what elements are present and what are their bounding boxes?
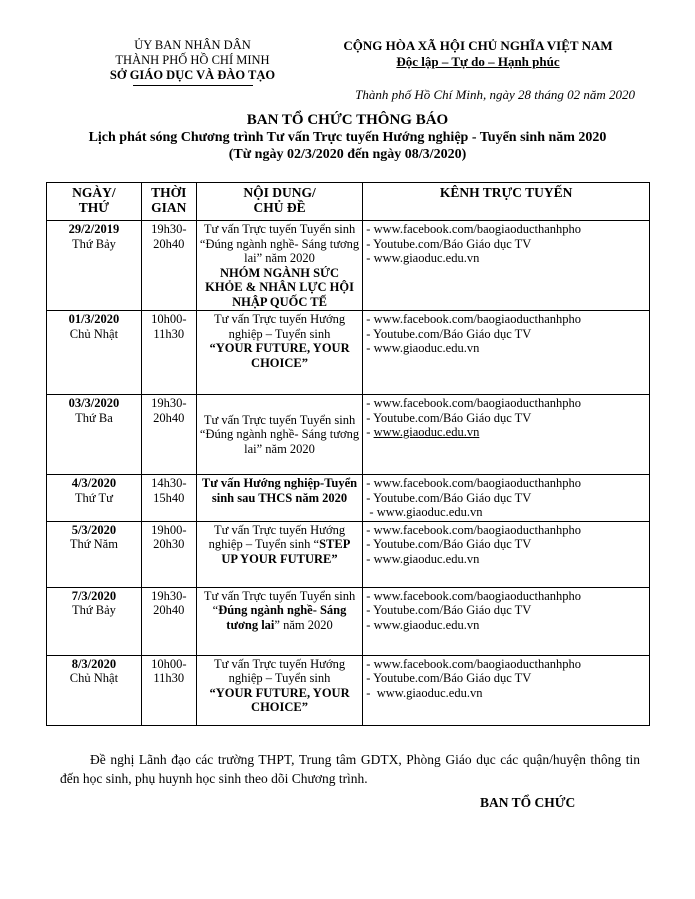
channel-website: - www.giaoduc.edu.vn — [366, 341, 480, 355]
issuer-underline — [133, 85, 253, 86]
channel-website: - www.giaoduc.edu.vn — [366, 551, 480, 566]
header-channel: KÊNH TRỰC TUYẾN — [363, 183, 650, 221]
table-row — [47, 221, 650, 311]
signature: BAN TỔ CHỨC — [480, 795, 576, 810]
time-cell: 10h00- 11h30 — [141, 311, 196, 395]
channel-youtube: - Youtube.com/Báo Giáo dục TV — [366, 236, 532, 251]
national-motto-block — [318, 38, 638, 70]
channel-facebook: - www.facebook.com/baogiaoducthanhpho — [366, 656, 582, 671]
table-row — [47, 521, 650, 587]
content-cell: Tư vấn Hướng nghiệp-Tuyển sinh sau THCS năm 2020 — [196, 475, 363, 522]
channel-website: - www.giaoduc.edu.vn — [366, 251, 480, 265]
header-content: NỘI DUNG/ CHỦ ĐỀ — [196, 183, 363, 221]
country-name: CỘNG HÒA XÃ HỘI CHỦ NGHĨA VIỆT NAM — [343, 38, 613, 53]
channel-youtube: - Youtube.com/Báo Giáo dục TV — [366, 326, 532, 341]
announcement-title: BAN TỔ CHỨC THÔNG BÁO — [246, 112, 449, 128]
channel-cell — [363, 395, 650, 475]
channel-website: - www.giaoduc.edu.vn — [366, 425, 480, 439]
table-header-row — [47, 183, 650, 221]
table-row — [47, 587, 650, 655]
table-row — [47, 311, 650, 395]
time-cell: 19h30- 20h40 — [141, 587, 196, 655]
channel-cell — [363, 521, 650, 587]
schedule-period: (Từ ngày 02/3/2020 đến ngày 08/3/2020) — [228, 147, 467, 162]
channel-youtube: - Youtube.com/Báo Giáo dục TV — [366, 537, 532, 551]
channel-facebook: - www.facebook.com/baogiaoducthanhpho — [366, 312, 582, 326]
header-date: NGÀY/ THỨ — [47, 183, 142, 221]
channel-website: - www.giaoduc.edu.vn — [366, 617, 480, 632]
title-block — [40, 112, 655, 163]
time-cell: 19h30- 20h40 — [141, 395, 196, 475]
content-cell: Tư vấn Trực tuyến Hướng nghiệp – Tuyển sinh “YOUR FUTURE, YOUR CHOICE” — [196, 311, 363, 395]
website-link[interactable]: www.giaoduc.edu.vn — [373, 425, 480, 439]
time-cell: 10h00- 11h30 — [141, 655, 196, 725]
table-row — [47, 655, 650, 725]
date-cell: 5/3/2020 Thứ Năm — [47, 521, 142, 587]
content-cell: Tư vấn Trực tuyến Tuyển sinh “Đúng ngành nghề- Sáng tương lai” năm 2020 — [196, 395, 363, 475]
channel-youtube: - Youtube.com/Báo Giáo dục TV — [366, 410, 532, 425]
time-cell: 19h00- 20h30 — [141, 521, 196, 587]
content-cell: Tư vấn Trực tuyến Hướng nghiệp – Tuyển sinh “STEP UP YOUR FUTURE” — [196, 521, 363, 587]
date-cell: 29/2/2019 Thứ Bảy — [47, 221, 142, 311]
channel-facebook: - www.facebook.com/baogiaoducthanhpho — [366, 222, 582, 236]
schedule-title: Lịch phát sóng Chương trình Tư vấn Trực tuyến Hướng nghiệp - Tuyển sinh năm 2020 — [88, 130, 607, 145]
date-cell: 7/3/2020 Thứ Bảy — [47, 587, 142, 655]
issue-date: Thành phố Hồ Chí Minh, ngày 28 tháng 02 năm 2020 — [355, 87, 635, 102]
content-cell: Tư vấn Trực tuyến Hướng nghiệp – Tuyển sinh “YOUR FUTURE, YOUR CHOICE” — [196, 655, 363, 725]
header-time: THỜI GIAN — [141, 183, 196, 221]
closing-paragraph: Đề nghị Lãnh đạo các trường THPT, Trung tâm GDTX, Phòng Giáo dục các quận/huyện thông tin đến học sinh, phụ huynh học sinh theo dõi Chương trình. — [60, 752, 640, 786]
national-motto: Độc lập – Tự do – Hạnh phúc — [396, 54, 560, 69]
channel-cell — [363, 475, 650, 522]
issuer-line-2: THÀNH PHỐ HỒ CHÍ MINH — [115, 53, 270, 67]
channel-facebook: - www.facebook.com/baogiaoducthanhpho — [366, 476, 582, 490]
content-cell: Tư vấn Trực tuyến Tuyển sinh “Đúng ngành nghề- Sáng tương lai” năm 2020 — [196, 587, 363, 655]
channel-youtube: - Youtube.com/Báo Giáo dục TV — [366, 490, 532, 505]
time-cell: 19h30- 20h40 — [141, 221, 196, 311]
channel-facebook: - www.facebook.com/baogiaoducthanhpho — [366, 588, 582, 603]
time-cell: 14h30- 15h40 — [141, 475, 196, 522]
channel-website: - www.giaoduc.edu.vn — [366, 505, 483, 519]
table-row — [47, 475, 650, 522]
channel-facebook: - www.facebook.com/baogiaoducthanhpho — [366, 522, 582, 537]
issuer-line-1: ỦY BAN NHÂN DÂN — [134, 38, 251, 52]
channel-cell — [363, 311, 650, 395]
schedule-table — [46, 182, 650, 726]
issuer-block — [70, 38, 315, 86]
date-cell: 03/3/2020 Thứ Ba — [47, 395, 142, 475]
issuer-line-3: SỞ GIÁO DỤC VÀ ĐÀO TẠO — [109, 68, 276, 82]
channel-cell — [363, 221, 650, 311]
channel-youtube: - Youtube.com/Báo Giáo dục TV — [366, 671, 532, 685]
channel-cell — [363, 587, 650, 655]
channel-youtube: - Youtube.com/Báo Giáo dục TV — [366, 603, 532, 617]
channel-website: - www.giaoduc.edu.vn — [366, 685, 483, 700]
content-cell: Tư vấn Trực tuyến Tuyển sinh “Đúng ngành nghề- Sáng tương lai” năm 2020 NHÓM NGÀNH SỨC KHỎE & NHÂN LỰC HỘI NHẬP QUỐC TẾ — [196, 221, 363, 311]
table-row — [47, 395, 650, 475]
date-cell: 4/3/2020 Thứ Tư — [47, 475, 142, 522]
date-cell: 01/3/2020 Chủ Nhật — [47, 311, 142, 395]
date-cell: 8/3/2020 Chủ Nhật — [47, 655, 142, 725]
channel-facebook: - www.facebook.com/baogiaoducthanhpho — [366, 396, 582, 410]
channel-cell — [363, 655, 650, 725]
